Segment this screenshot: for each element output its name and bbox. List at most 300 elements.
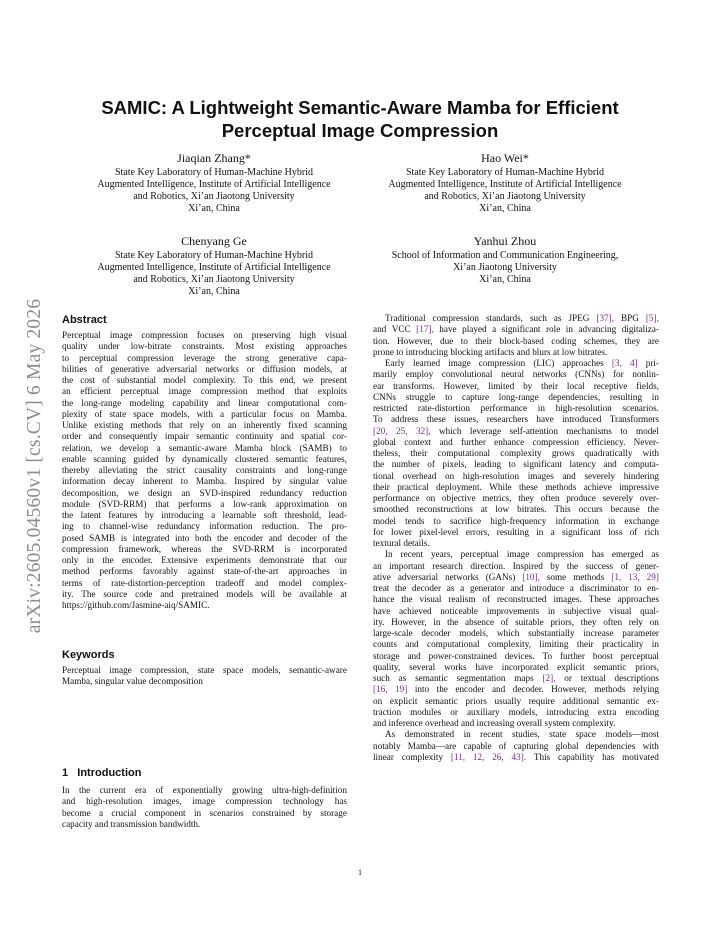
word: the — [62, 397, 74, 408]
word: As — [385, 729, 396, 740]
word: and — [439, 436, 453, 447]
word: relying — [632, 684, 659, 695]
word: as — [398, 673, 407, 683]
word: the — [335, 532, 347, 543]
word: played — [462, 324, 487, 335]
author-affiliation: Xi’an, China — [479, 274, 531, 285]
word: semantic-aware — [289, 665, 347, 675]
word: practical — [397, 481, 429, 492]
word: scanning — [93, 453, 127, 464]
word: approaches — [562, 358, 604, 368]
word: objective — [441, 493, 476, 503]
word: [3, — [611, 358, 622, 368]
word: SVD-RRM — [232, 543, 275, 554]
word: long-range — [81, 397, 122, 408]
word: constraints — [235, 465, 276, 475]
word: computational — [427, 639, 480, 650]
word: semantic-aware — [168, 442, 227, 453]
word: bitrates. — [517, 504, 547, 515]
word: component — [144, 807, 186, 818]
word: [1, — [611, 571, 622, 582]
word: generative — [278, 352, 318, 363]
word: as — [651, 549, 659, 560]
word: 26, — [492, 751, 504, 762]
word: constraints. — [182, 341, 225, 352]
word: computational — [437, 448, 491, 458]
word: at — [340, 588, 347, 599]
word: preserving — [251, 330, 291, 340]
text-line — [373, 414, 659, 425]
word: in — [547, 605, 555, 616]
word: These — [588, 594, 611, 605]
word: important — [389, 560, 425, 571]
keywords-body — [62, 665, 347, 688]
word: only — [62, 555, 79, 565]
word: reconstructed — [497, 594, 547, 605]
word: 32], — [415, 425, 431, 436]
word: methods — [573, 571, 605, 582]
text-line — [373, 392, 659, 403]
word: to — [339, 442, 347, 453]
word: have — [439, 324, 457, 335]
text-line — [62, 364, 347, 375]
word: ing — [62, 521, 74, 532]
word: that — [155, 498, 170, 509]
text-line — [62, 533, 347, 544]
word: BPG — [621, 313, 639, 323]
word: crucial — [111, 807, 137, 818]
word: to — [180, 476, 188, 487]
author-affiliation: Augmented Intelligence, Institute of Artificial Intelligence — [97, 262, 331, 273]
word: for — [373, 526, 384, 537]
word: the — [146, 465, 158, 475]
word: treat — [373, 583, 390, 593]
word: struggle — [405, 391, 436, 402]
word: and — [373, 324, 387, 335]
word: linear — [373, 751, 394, 762]
text-line — [373, 662, 659, 673]
word: role — [546, 324, 561, 335]
introduction-heading: 1 Introduction — [62, 767, 142, 779]
word: we — [127, 487, 139, 498]
word: issues, — [454, 414, 479, 425]
word: priors, — [635, 661, 659, 672]
word: code — [135, 588, 153, 599]
word: JPEG — [568, 313, 590, 323]
word: tradeoff — [215, 577, 245, 588]
arxiv-watermark — [0, 0, 50, 932]
word: coding — [551, 335, 577, 346]
word: and — [280, 431, 294, 442]
word: a — [156, 442, 161, 453]
word: pro- — [331, 521, 347, 532]
text-line — [373, 741, 659, 752]
word: emerged — [611, 549, 644, 560]
word: they — [624, 335, 641, 346]
word: complexity, — [487, 639, 531, 650]
word: by — [165, 453, 175, 464]
author-affiliation: Augmented Intelligence, Institute of Artificial Intelligence — [388, 179, 622, 190]
word: technology — [283, 796, 324, 807]
word: limited — [488, 380, 515, 391]
word: models—most — [605, 729, 659, 740]
word: in — [651, 391, 659, 402]
word: exponentially — [172, 785, 223, 795]
word: devices. — [504, 650, 535, 661]
word: or — [246, 363, 255, 374]
word: pretrained — [181, 588, 219, 599]
word: address — [390, 414, 419, 425]
word: maps — [514, 673, 534, 683]
word: a — [569, 583, 574, 593]
word: and — [407, 650, 421, 661]
word: capturing — [513, 740, 549, 751]
word: state — [549, 729, 567, 740]
word: leading — [474, 459, 502, 470]
word: practicality — [602, 639, 644, 650]
word: restricted — [373, 403, 408, 413]
word: compression — [532, 436, 579, 447]
author-name: Hao Wei* — [481, 151, 529, 165]
word: power-constrained — [428, 650, 497, 661]
author-affiliation: and Robotics, Xi’an Jiaotong University — [424, 191, 586, 202]
text-line — [62, 521, 347, 532]
word: Transformers — [609, 414, 659, 425]
word: of — [155, 785, 164, 795]
word: limiting — [539, 639, 569, 650]
author-name: Jiaqian Zhang* — [177, 151, 251, 165]
word: state-of-the-art — [223, 566, 279, 577]
word: scanning — [314, 420, 347, 430]
word: Perceptual — [62, 665, 101, 675]
text-line — [373, 707, 659, 718]
word: boost — [592, 650, 613, 661]
text-line — [62, 454, 347, 465]
word: impair — [164, 431, 189, 442]
text-line — [62, 589, 347, 600]
word: and — [254, 577, 269, 588]
word: the — [401, 594, 413, 605]
word: lead- — [328, 510, 347, 520]
word: rate-distortion-perception — [111, 577, 205, 588]
word: VCC — [391, 324, 411, 335]
word: high-frequency — [490, 515, 547, 526]
word: module — [62, 498, 90, 509]
word: qual- — [640, 605, 659, 616]
word: cor- — [332, 431, 347, 442]
text-line — [373, 684, 659, 695]
word: model — [635, 425, 659, 436]
word: of — [500, 616, 509, 627]
word: advancing — [578, 324, 617, 335]
author-affiliation: Xi’an, China — [188, 286, 240, 297]
word: lower — [391, 526, 412, 537]
word: reconstructions — [416, 504, 473, 515]
word: existing — [265, 341, 295, 352]
text-line — [62, 488, 347, 499]
word: direction. — [470, 560, 506, 571]
word: (SAMB) — [299, 442, 332, 453]
word: [2], — [542, 673, 556, 683]
word: or — [564, 673, 572, 683]
word: low-rank — [233, 498, 267, 509]
word: explicit — [557, 661, 585, 672]
word: in — [193, 807, 202, 818]
word: 29] — [646, 571, 659, 582]
word: SVD-inspired — [199, 487, 251, 498]
word: and — [284, 465, 299, 475]
word: occurs — [578, 504, 603, 515]
word: focus — [273, 408, 294, 419]
word: networks — [445, 571, 479, 582]
word: a — [460, 583, 465, 593]
word: model — [373, 515, 396, 526]
word: image — [506, 549, 530, 560]
abstract-heading: Abstract — [62, 314, 107, 326]
word: performs — [178, 498, 212, 509]
word: over- — [639, 493, 659, 503]
word: leverage — [183, 352, 215, 363]
word: against — [187, 566, 214, 577]
word: linear — [238, 397, 260, 408]
word: their — [475, 335, 493, 346]
word: causality — [194, 465, 227, 475]
word: dynamically — [182, 453, 228, 464]
word: of — [620, 560, 629, 571]
word: the — [217, 532, 229, 543]
word: textual — [580, 673, 606, 683]
word: the — [62, 375, 74, 385]
word: information — [209, 521, 253, 532]
word: in — [339, 566, 347, 577]
word: complexity — [500, 448, 542, 458]
word: in — [463, 729, 471, 740]
word: semantic — [425, 695, 458, 706]
source-code-link[interactable]: https://github.com/Jasmine-aiq/SAMIC. — [62, 600, 210, 610]
word: image — [109, 330, 133, 340]
text-line — [62, 353, 347, 364]
word: image — [448, 358, 471, 368]
text-line — [373, 549, 659, 560]
word: rely — [189, 420, 205, 430]
word: posed — [62, 532, 84, 543]
word: scenarios. — [622, 403, 659, 413]
word: Unlike — [62, 420, 88, 430]
text-line: textural details. — [373, 538, 430, 548]
word: strong — [245, 352, 269, 363]
word: the — [224, 352, 236, 363]
word: large-scale — [373, 628, 413, 638]
word: (GANs) — [485, 571, 516, 582]
text-line — [62, 796, 347, 807]
word: [10], — [522, 571, 540, 582]
word: of — [94, 408, 103, 419]
word: additional — [562, 695, 600, 706]
text-line — [373, 617, 659, 628]
word: 4] — [629, 358, 638, 368]
word: is — [120, 532, 127, 543]
word: the — [79, 785, 91, 795]
word: (CNNs) — [575, 369, 605, 380]
word: approaches — [288, 566, 330, 577]
word: explicit — [389, 695, 418, 706]
word: performance — [480, 403, 528, 413]
word: This — [554, 504, 571, 515]
word: methods — [545, 481, 577, 492]
word: and — [268, 532, 282, 543]
word: and — [405, 639, 419, 650]
word: theless, — [373, 448, 401, 458]
word: we — [100, 442, 112, 453]
word: long-range — [307, 465, 347, 475]
word: or — [450, 706, 458, 717]
word: semantic — [415, 673, 448, 683]
word: loss — [608, 526, 623, 537]
word: relation, — [62, 442, 93, 453]
word: images. — [553, 594, 582, 605]
text-line — [62, 420, 347, 431]
word: a — [211, 510, 216, 520]
word: models, — [160, 408, 190, 419]
word: on — [649, 616, 659, 627]
word: perceptual — [620, 650, 659, 661]
word: However, — [443, 380, 480, 391]
word: improvements — [486, 605, 540, 616]
word: SAMB — [89, 532, 116, 543]
word: focuses — [196, 330, 225, 340]
word: such — [373, 673, 390, 683]
word: to — [460, 335, 468, 346]
word: end, — [280, 375, 296, 385]
word: models — [226, 588, 253, 599]
word: semantic — [593, 661, 627, 672]
word: low — [495, 504, 510, 515]
word: in — [651, 639, 659, 650]
word: often — [540, 493, 560, 503]
word: constrained — [252, 807, 295, 818]
word: Extensive — [161, 555, 198, 565]
word: high-resolution — [555, 403, 612, 413]
author-block-4 — [355, 234, 655, 286]
word: features, — [315, 453, 347, 464]
word: usually — [494, 695, 522, 706]
text-line — [373, 527, 659, 538]
word: a — [492, 324, 497, 335]
word: at — [480, 504, 488, 515]
word: of — [92, 577, 101, 588]
word: growing — [231, 785, 263, 795]
word: To — [373, 414, 383, 425]
word: produce — [566, 493, 596, 503]
word: ex- — [647, 695, 659, 706]
word: receptive — [593, 380, 628, 391]
word: decoder — [421, 628, 451, 638]
word: smoothed — [373, 504, 409, 515]
author-block-3 — [64, 234, 364, 298]
author-affiliation: State Key Laboratory of Human-Machine Hybrid — [115, 250, 313, 261]
word: CNNs — [373, 391, 396, 402]
word: high-resolution — [86, 796, 143, 807]
word: quality, — [373, 661, 401, 672]
text-line — [373, 313, 659, 324]
word: block-based — [499, 335, 544, 346]
word: space — [133, 408, 154, 419]
word: these — [426, 414, 446, 425]
word: terms — [62, 577, 83, 588]
word: pixels, — [442, 459, 467, 470]
author-affiliation: State Key Laboratory of Human-Machine Hybrid — [115, 167, 313, 178]
word: as — [553, 313, 562, 323]
word: their — [576, 639, 594, 650]
word: tends — [405, 515, 425, 526]
page-number: 1 — [358, 868, 362, 877]
word: [20, — [373, 425, 388, 436]
word: networks — [532, 369, 567, 380]
word: global — [373, 436, 396, 447]
word: to — [620, 425, 628, 436]
text-line — [373, 628, 659, 639]
word: resulting — [609, 391, 643, 402]
word: an — [62, 386, 71, 397]
word: incorporated — [300, 543, 347, 554]
word: methods — [130, 420, 162, 430]
text-line — [373, 437, 659, 448]
word: achieve — [583, 481, 612, 492]
word: demonstrate — [259, 555, 305, 565]
word: computa- — [624, 459, 659, 470]
word: present — [320, 375, 347, 385]
word: image — [168, 386, 192, 397]
word: these — [518, 481, 538, 492]
word: clustered — [235, 453, 269, 464]
word: decay — [113, 476, 135, 487]
word: gener- — [635, 560, 659, 571]
word: exploits — [317, 386, 347, 397]
word: standards, — [485, 313, 523, 323]
word: introduced — [562, 414, 602, 425]
word: context — [404, 436, 432, 447]
word: efficient — [80, 386, 111, 397]
word: severely — [584, 470, 616, 481]
text-line — [62, 375, 347, 386]
word: compression — [537, 549, 584, 560]
word: priors — [465, 695, 487, 706]
text-line — [373, 471, 659, 482]
word: compression — [200, 386, 248, 397]
word: severely — [602, 493, 634, 503]
word: era — [134, 785, 147, 795]
word: integrated — [132, 532, 170, 543]
word: capability — [558, 751, 595, 762]
word: due — [440, 335, 454, 346]
word: Inspired — [234, 476, 265, 487]
author-affiliation: State Key Laboratory of Human-Machine Hybrid — [406, 167, 604, 178]
word: of — [629, 526, 638, 537]
word: several — [409, 661, 436, 672]
text-line — [62, 566, 347, 577]
word: block — [270, 442, 292, 453]
word: consequently — [109, 431, 158, 442]
word: absence — [465, 616, 495, 627]
word: strict — [166, 465, 186, 475]
word: rich — [644, 526, 659, 537]
arxiv-id[interactable]: arXiv:2605.04560v1 [cs.CV] 6 May 2026 — [24, 298, 45, 634]
word: compression — [62, 543, 109, 554]
word: 25, — [396, 425, 408, 436]
word: modeling — [129, 397, 165, 408]
word: subjective — [563, 605, 601, 616]
word: state — [197, 665, 215, 675]
